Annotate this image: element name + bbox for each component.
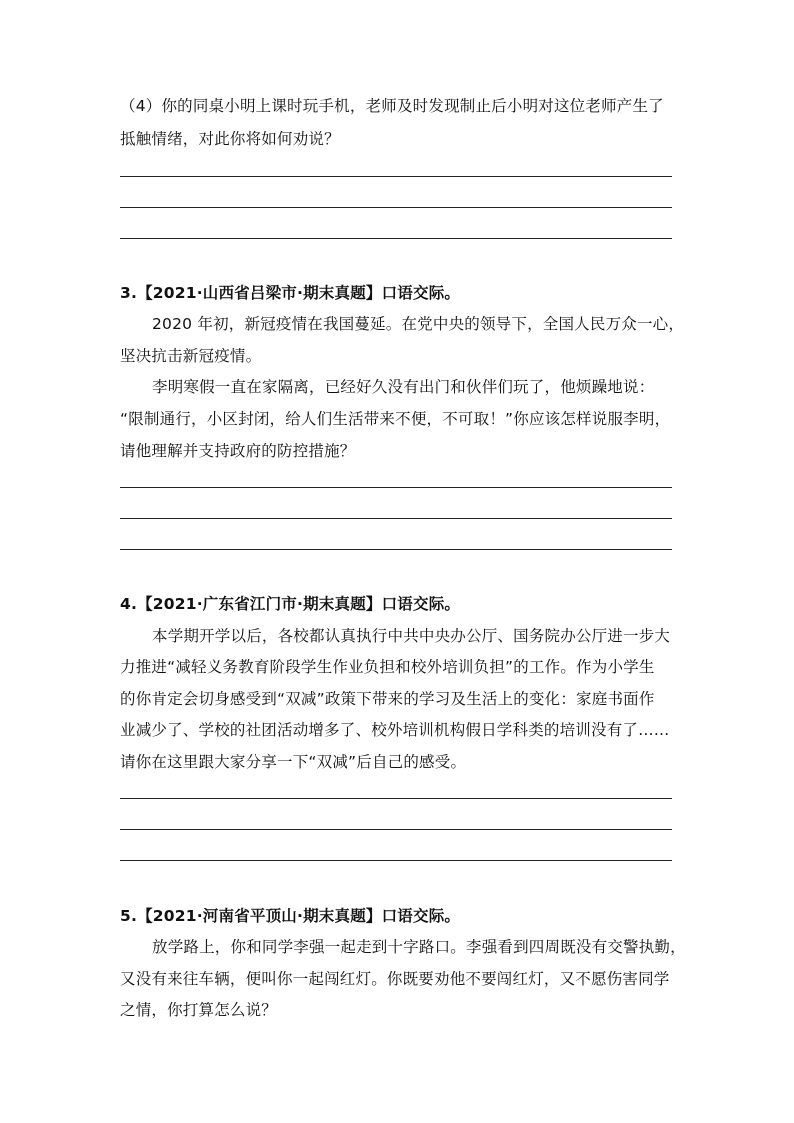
q3-paragraph-2-line-2: “限制通行，小区封闭，给人们生活带来不便，不可取！”你应该怎样说服李明， xyxy=(120,410,671,428)
q2-sub4-line-1: （4）你的同桌小明上课时玩手机，老师及时发现制止后小明对这位老师产生了 xyxy=(120,97,664,115)
answer-line xyxy=(120,207,672,208)
q3-paragraph-1-line-2: 坚决抗击新冠疫情。 xyxy=(120,347,262,365)
answer-line xyxy=(120,860,672,861)
q4-line-1: 本学期开学以后，各校都认真执行中共中央办公厅、国务院办公厅进一步大 xyxy=(152,627,671,645)
q3-paragraph-2-line-3: 请他理解并支持政府的防控措施？ xyxy=(120,442,356,460)
q4-line-3: 的你肯定会切身感受到“双减”政策下带来的学习及生活上的变化：家庭书面作 xyxy=(120,690,655,708)
q4-line-2: 力推进“减轻义务教育阶段学生作业负担和校外培训负担”的工作。作为小学生 xyxy=(120,658,655,676)
q2-sub4-line-2: 抵触情绪，对此你将如何劝说？ xyxy=(120,130,340,148)
q5-line-3: 之情，你打算怎么说？ xyxy=(120,1001,278,1019)
q4-heading: 4.【2021·广东省江门市·期末真题】口语交际。 xyxy=(120,595,461,613)
q5-heading: 5.【2021·河南省平顶山·期末真题】口语交际。 xyxy=(120,907,461,925)
answer-line xyxy=(120,238,672,239)
answer-line xyxy=(120,487,672,488)
q5-line-1: 放学路上，你和同学李强一起走到十字路口。李强看到四周既没有交警执勤， xyxy=(152,938,686,956)
answer-line xyxy=(120,829,672,830)
q3-paragraph-2-line-1: 李明寒假一直在家隔离，已经好久没有出门和伙伴们玩了，他烦躁地说： xyxy=(152,378,655,396)
q4-line-5: 请你在这里跟大家分享一下“双减”后自己的感受。 xyxy=(120,753,467,771)
q5-line-2: 又没有来往车辆，便叫你一起闯红灯。你既要劝他不要闯红灯，又不愿伤害同学 xyxy=(120,970,670,988)
q4-line-4: 业减少了、学校的社团活动增多了、校外培训机构假日学科类的培训没有了…… xyxy=(120,721,670,739)
answer-line xyxy=(120,518,672,519)
q3-paragraph-1-line-1: 2020 年初，新冠疫情在我国蔓延。在党中央的领导下，全国人民万众一心， xyxy=(152,315,685,333)
answer-line xyxy=(120,798,672,799)
answer-line xyxy=(120,176,672,177)
answer-line xyxy=(120,549,672,550)
q3-heading: 3.【2021·山西省吕梁市·期末真题】口语交际。 xyxy=(120,284,461,302)
